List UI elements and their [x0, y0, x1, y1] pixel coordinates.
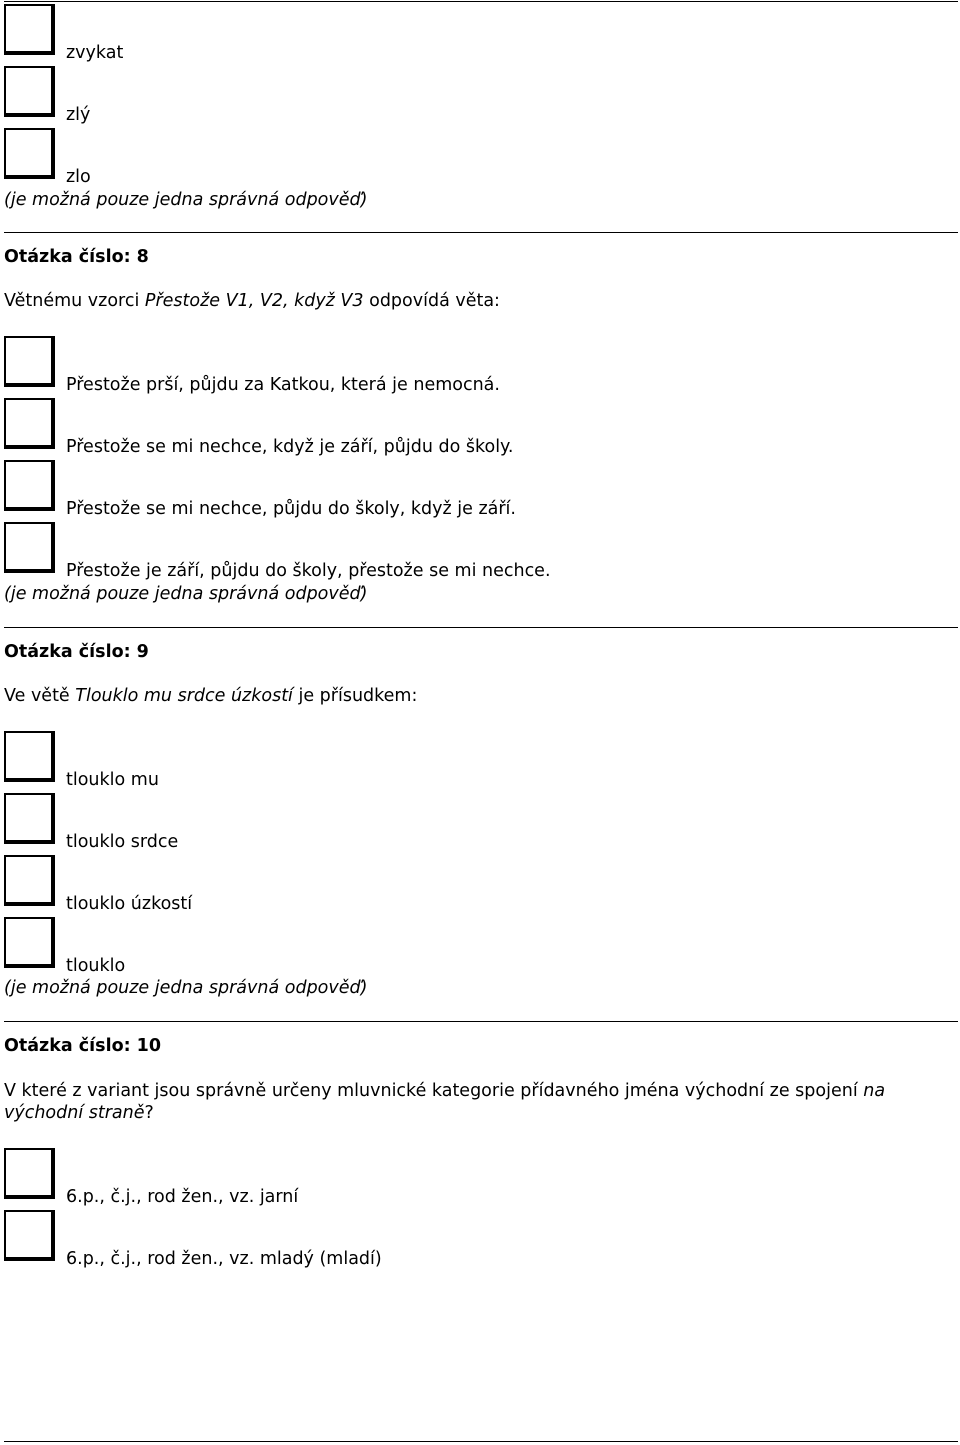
answer-option: 6.p., č.j., rod žen., vz. jarní: [66, 1187, 299, 1207]
answer-checkbox[interactable]: [4, 460, 55, 511]
answer-option: zlý: [66, 105, 91, 125]
answer-checkbox[interactable]: [4, 66, 55, 117]
answer-option: zlo: [66, 167, 91, 187]
question-text: Ve větě Tlouklo mu srdce úzkostí je přísudkem:: [4, 686, 418, 706]
single-answer-note: (je možná pouze jedna správná odpověď): [4, 584, 368, 604]
single-answer-note: (je možná pouze jedna správná odpověď): [4, 190, 368, 210]
answer-checkbox[interactable]: [4, 4, 55, 55]
answer-option: zvykat: [66, 43, 124, 63]
bottom-divider: [4, 1441, 958, 1442]
answer-checkbox[interactable]: [4, 793, 55, 844]
answer-option: tlouklo srdce: [66, 832, 179, 852]
answer-checkbox[interactable]: [4, 522, 55, 573]
answer-checkbox[interactable]: [4, 336, 55, 387]
question-text: V které z variant jsou správně určeny mluvnické kategorie přídavného jména východní ze spojení na východní straně?: [4, 1081, 886, 1123]
answer-option: tlouklo úzkostí: [66, 894, 193, 914]
answer-option: Přestože prší, půjdu za Katkou, která je nemocná.: [66, 375, 500, 395]
answer-checkbox[interactable]: [4, 1148, 55, 1199]
question-title: Otázka číslo: 9: [4, 642, 149, 662]
answer-checkbox[interactable]: [4, 1210, 55, 1261]
answer-checkbox[interactable]: [4, 398, 55, 449]
answer-option: 6.p., č.j., rod žen., vz. mladý (mladí): [66, 1249, 382, 1269]
question-title: Otázka číslo: 10: [4, 1036, 162, 1056]
question-title: Otázka číslo: 8: [4, 247, 149, 267]
answer-checkbox[interactable]: [4, 731, 55, 782]
question-divider: [4, 232, 958, 233]
answer-option: Přestože je září, půjdu do školy, přestože se mi nechce.: [66, 561, 551, 581]
answer-option: Přestože se mi nechce, půjdu do školy, když je září.: [66, 499, 516, 519]
question-divider: [4, 627, 958, 628]
single-answer-note: (je možná pouze jedna správná odpověď): [4, 978, 368, 998]
answer-checkbox[interactable]: [4, 128, 55, 179]
answer-option: tlouklo: [66, 956, 126, 976]
answer-option: Přestože se mi nechce, když je září, půjdu do školy.: [66, 437, 514, 457]
answer-checkbox[interactable]: [4, 917, 55, 968]
answer-option: tlouklo mu: [66, 770, 159, 790]
top-divider: [4, 1, 958, 2]
question-divider: [4, 1021, 958, 1022]
answer-checkbox[interactable]: [4, 855, 55, 906]
question-text: Větnému vzorci Přestože V1, V2, když V3 odpovídá věta:: [4, 291, 500, 311]
